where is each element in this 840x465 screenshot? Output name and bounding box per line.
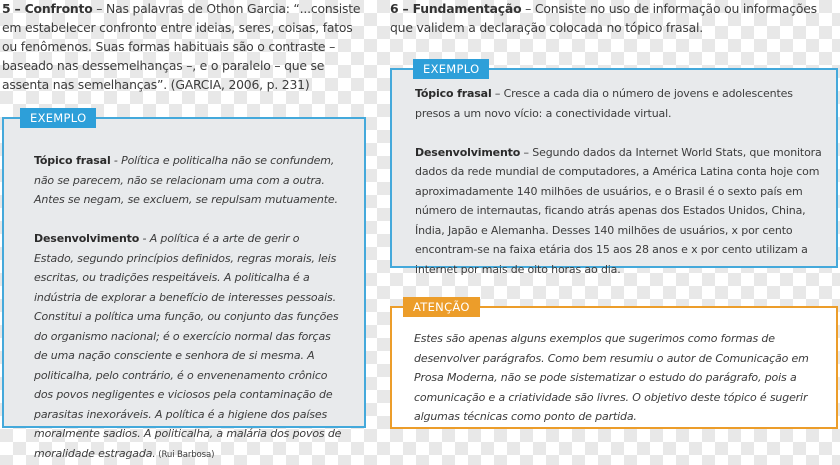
fundamentacao-text: – Consiste no uso de informação ou informações que validem a declaração colocada no tópico frasal. [390, 1, 817, 35]
topico-frasal-label: Tópico frasal [34, 154, 111, 167]
attention-text: Estes são apenas alguns exemplos que sugerimos como formas de desenvolver parágrafos. Como bem resumiu o autor de Comunicação em Prosa Moderna, não se pode sistematizar o estudo do parágrafo, pois a comunicação e a criatividade são livres. O objetivo deste tópico é sugerir algumas técnicas como ponto de partida. [414, 332, 809, 423]
confronto-heading: 5 – Confronto [2, 1, 93, 16]
attribution: (Rui Barbosa) [155, 449, 215, 460]
desenvolvimento-text: – Segundo dados da Internet World Stats, que monitora dados da rede mundial de computadores, a América Latina conta hoje com aproximadamente 140 milhões de usuários, e o Brasil é o sexto país em número de internautas, ficando atrás apenas dos Estados Unidos, China, Índia, Japão e Alemanha. Desses 140 milhões de usuários, x por cento encontram-se na faixa etária dos 15 aos 28 anos e x por cento utilizam a internet por mais de oito horas ao dia. [415, 145, 822, 276]
desenvolvimento-label: Desenvolvimento [415, 145, 521, 159]
example-box-fundamentacao [390, 62, 838, 276]
topico-frasal-text: – Cresce a cada dia o número de jovens e adolescentes presos a um novo vício: a conectividade virtual. [415, 87, 793, 120]
attention-box [390, 300, 838, 429]
topico-frasal-text: - Política e politicalha não se confundem, não se parecem, não se relacionam uma com a outra. Antes se negam, se excluem, se repulsam mutuamente. [34, 154, 338, 206]
attention-tag: ATENÇÃO [403, 297, 480, 317]
fundamentacao-intro [390, 0, 840, 37]
fundamentacao-heading: 6 – Fundamentação [390, 1, 522, 16]
desenvolvimento-text: - A política é a arte de gerir o Estado, segundo princípios definidos, regras morais, leis escritas, ou tradições respeitáveis. A politicalha é a indústria de explorar a benefício de interesses pessoais. Constitui a política uma função, ou conjunto das funções do organismo nacional; é o exercício normal das forças de uma nação consciente e senhora de si mesma. A politicalha, pelo contrário, é o envenenamento crônico dos povos negligentes e viciosos pela contaminação de parasitas inexoráveis. A política é a higiene dos países moralmente sadios. A politicalha, a malária dos povos de moralidade estragada. [34, 232, 342, 460]
example-box-body [34, 151, 342, 465]
confronto-intro [2, 0, 368, 94]
topico-frasal-label: Tópico frasal [415, 87, 492, 100]
desenvolvimento-label: Desenvolvimento [34, 232, 140, 245]
example-box-confronto [2, 111, 366, 460]
example-box-body [415, 84, 823, 279]
confronto-text: – Nas palavras de Othon Garcia: “...consiste em estabelecer confronto entre ideias, seres, coisas, fatos ou fenômenos. Suas formas habituais são o contraste – baseado nas dessemelhanças –, e o paralelo – que se assenta nas semelhanças”. (GARCIA, 2006, p. 231) [2, 1, 361, 92]
example-tag: EXEMPLO [20, 108, 96, 128]
example-tag: EXEMPLO [413, 59, 489, 79]
